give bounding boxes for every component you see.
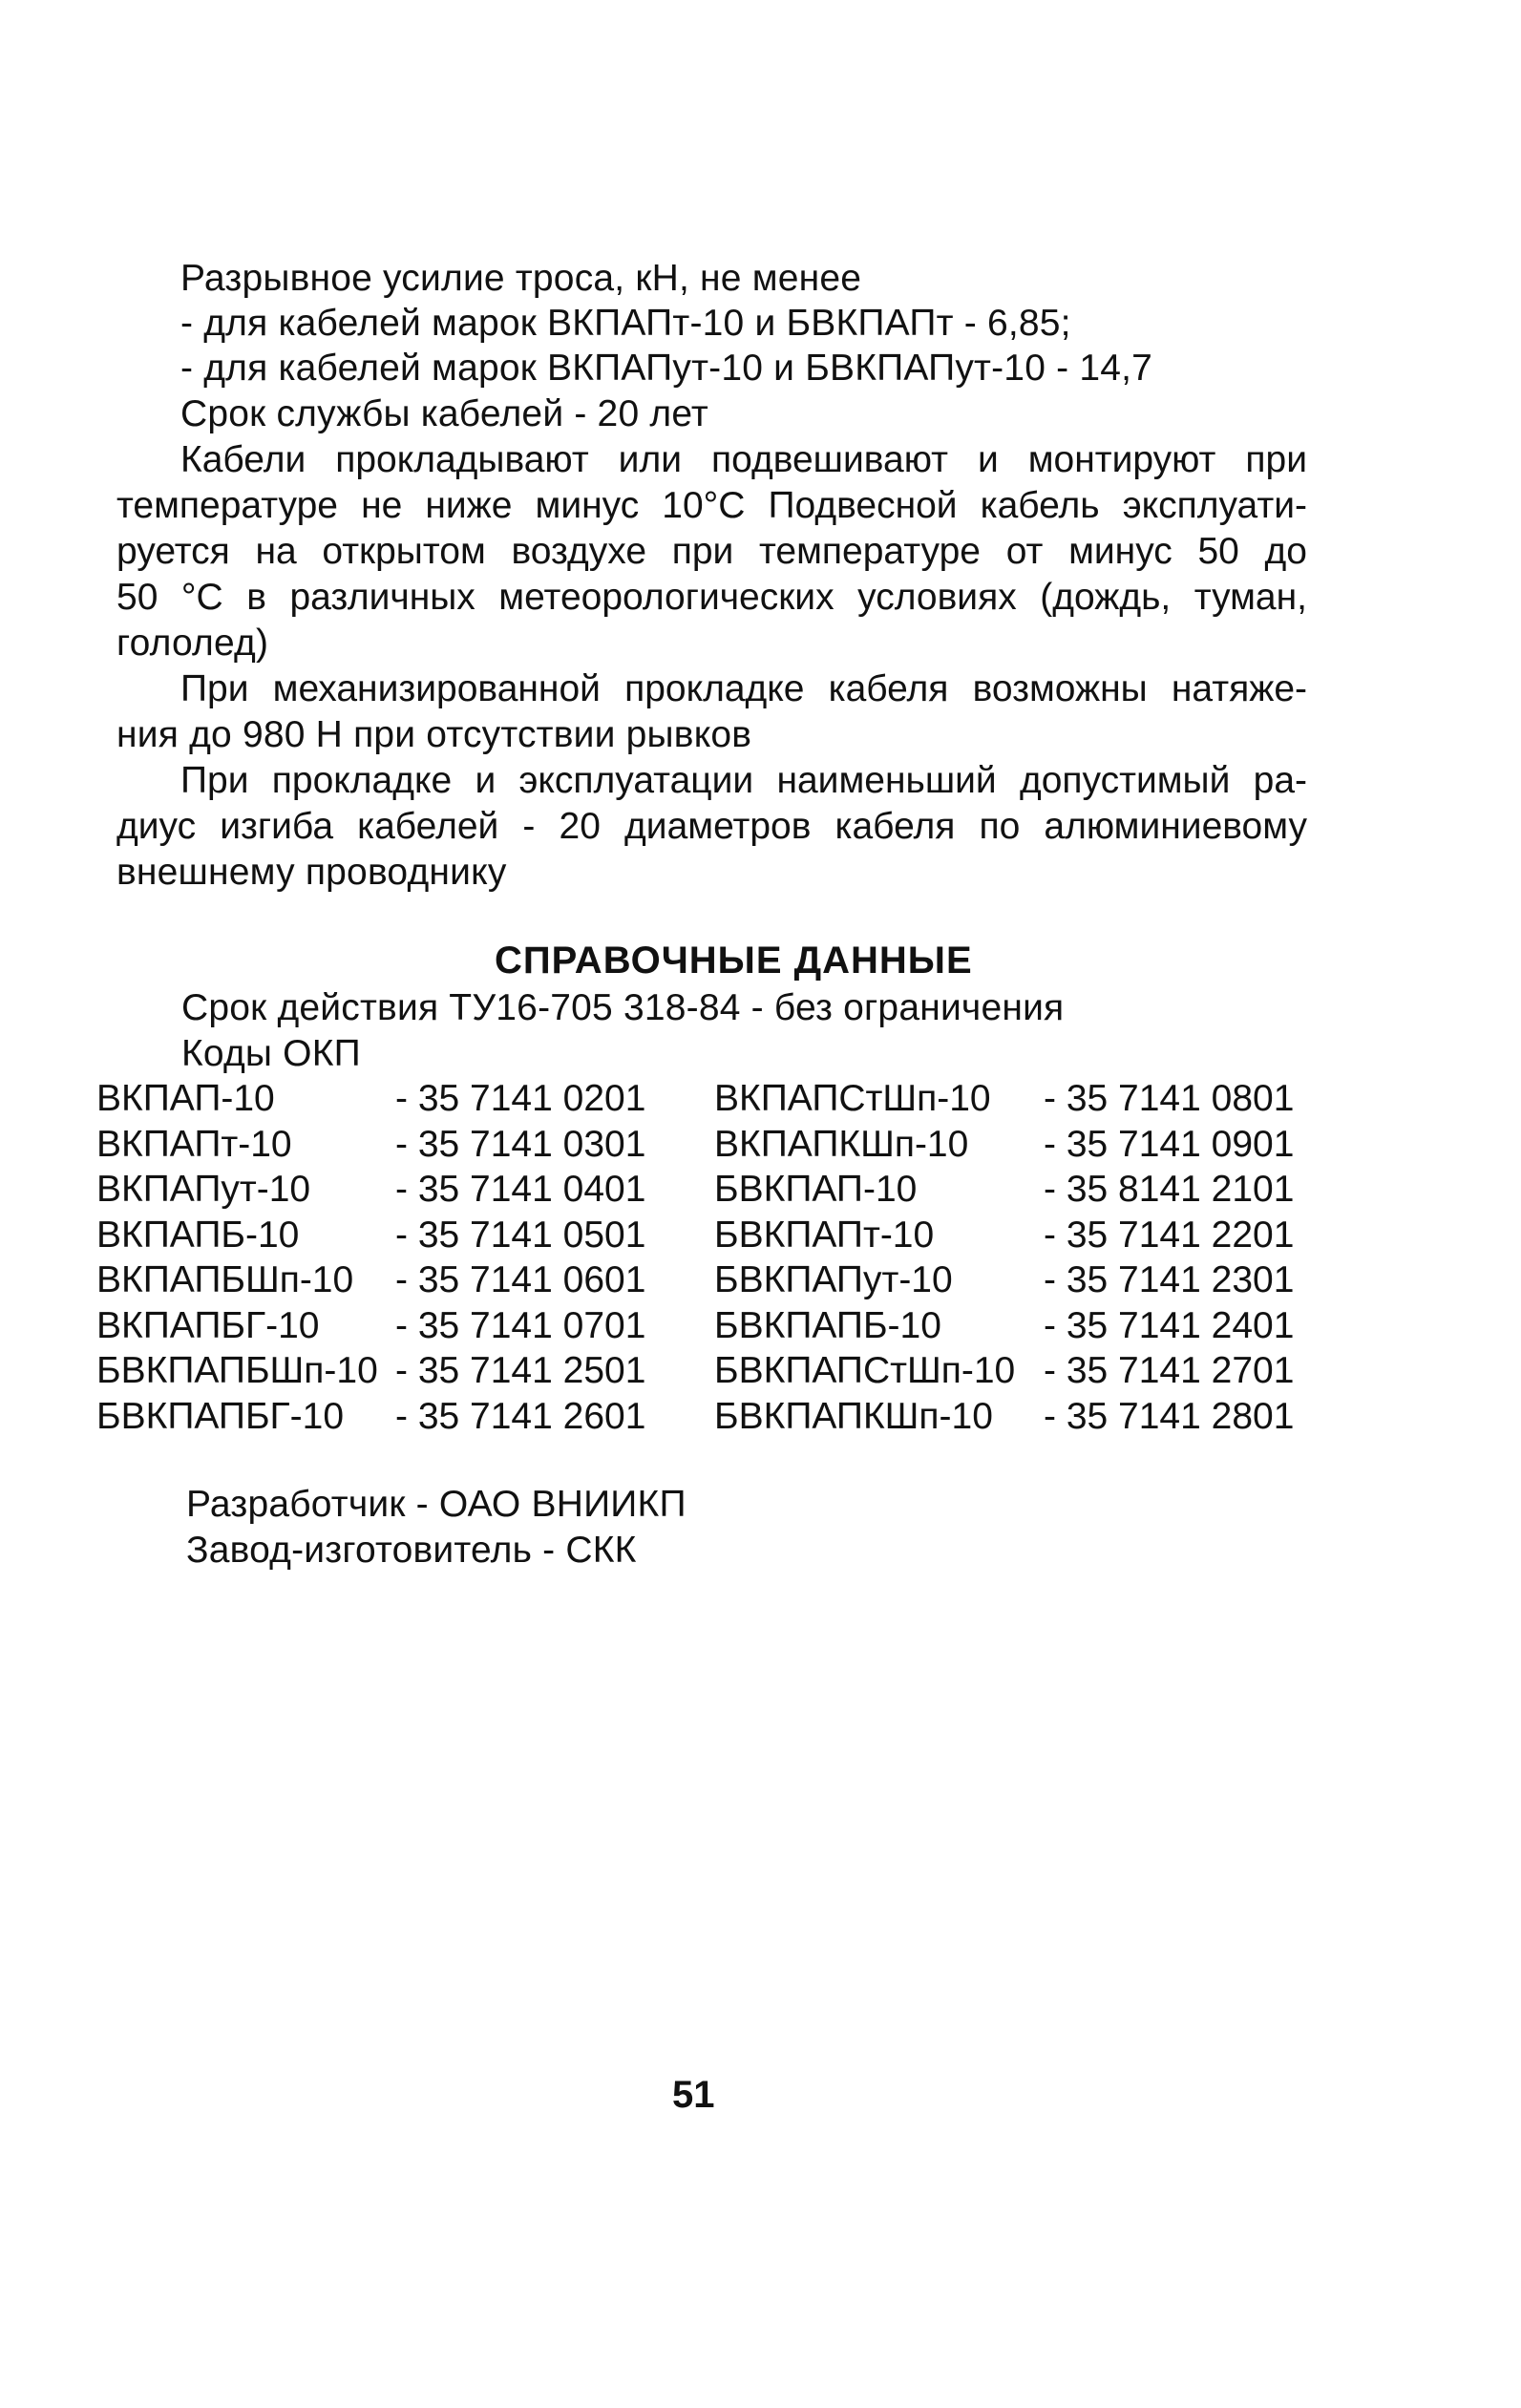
okp-code: - 35 7141 0701 [395, 1304, 646, 1346]
okp-name: ВКПАПБ-10 [96, 1214, 300, 1256]
okp-name: БВКПАПБГ-10 [96, 1395, 345, 1437]
okp-left-names [96, 1076, 378, 1439]
okp-name: ВКПАПКШп-10 [714, 1123, 969, 1165]
paragraph-bending-l1: При прокладке и эксплуатации наименьший допустимый ра- [180, 760, 1307, 801]
okp-name: БВКПАПБ-10 [714, 1304, 941, 1346]
okp-name: ВКПАПБГ-10 [96, 1304, 320, 1346]
okp-code: - 35 7141 2801 [1044, 1395, 1295, 1437]
paragraph-tension-l2: ния до 980 Н при отсутствии рывков [116, 714, 752, 755]
okp-name: ВКПАПут-10 [96, 1169, 311, 1210]
okp-code: - 35 7141 0801 [1044, 1078, 1295, 1119]
okp-name: БВКПАПБШп-10 [96, 1350, 378, 1391]
okp-code: - 35 7141 0401 [395, 1169, 646, 1210]
okp-code: - 35 7141 0301 [395, 1123, 646, 1165]
okp-code: - 35 7141 0201 [395, 1078, 646, 1119]
breaking-force-line-1: - для кабелей марок ВКПАПт-10 и БВКПАПт - 6,85; [180, 303, 1071, 344]
validity-period: Срок действия ТУ16-705 318-84 - без ограничения [181, 987, 1065, 1028]
okp-name: БВКПАП-10 [714, 1169, 918, 1210]
page-number: 51 [672, 2074, 715, 2116]
okp-name: ВКПАПСтШп-10 [714, 1078, 991, 1119]
okp-right-codes [1044, 1076, 1294, 1439]
paragraph-installation-l4: 50 °С в различных метеорологических условиях (дождь, туман, [116, 577, 1307, 618]
paragraph-installation-l2: температуре не ниже минус 10°С Подвесной кабель эксплуати- [116, 485, 1307, 526]
okp-code: - 35 8141 2101 [1044, 1169, 1295, 1210]
okp-right-names [714, 1076, 1015, 1439]
okp-name: ВКПАПБШп-10 [96, 1259, 354, 1300]
okp-code: - 35 7141 2501 [395, 1350, 646, 1391]
paragraph-installation-l1: Кабели прокладывают или подвешивают и монтируют при [180, 439, 1307, 480]
okp-name: БВКПАПКШп-10 [714, 1395, 993, 1437]
okp-code: - 35 7141 2201 [1044, 1214, 1295, 1256]
okp-code: - 35 7141 2401 [1044, 1304, 1295, 1346]
okp-name: ВКПАП-10 [96, 1078, 275, 1119]
manufacturer-line: Завод-изготовитель - СКК [186, 1530, 637, 1571]
paragraph-installation-l3: руется на открытом воздухе при температуре от минус 50 до [116, 531, 1307, 572]
okp-code: - 35 7141 0901 [1044, 1123, 1295, 1165]
okp-name: БВКПАПт-10 [714, 1214, 935, 1256]
paragraph-installation-l5: гололед) [116, 623, 269, 664]
reference-data-title: СПРАВОЧНЫЕ ДАННЫЕ [495, 940, 973, 982]
okp-name: ВКПАПт-10 [96, 1123, 292, 1165]
paragraph-tension-l1: При механизированной прокладке кабеля возможны натяже- [180, 668, 1307, 709]
okp-left-codes [395, 1076, 645, 1439]
paragraph-bending-l2: диус изгиба кабелей - 20 диаметров кабеля по алюминиевому [116, 806, 1307, 847]
okp-code: - 35 7141 2301 [1044, 1259, 1295, 1300]
okp-code: - 35 7141 0501 [395, 1214, 646, 1256]
okp-code: - 35 7141 2701 [1044, 1350, 1295, 1391]
okp-code: - 35 7141 2601 [395, 1395, 646, 1437]
breaking-force-line-2: - для кабелей марок ВКПАПут-10 и БВКПАПут-10 - 14,7 [180, 348, 1153, 389]
okp-codes-label: Коды ОКП [181, 1033, 361, 1074]
developer-line: Разработчик - ОАО ВНИИКП [186, 1484, 687, 1525]
service-life: Срок службы кабелей - 20 лет [180, 393, 708, 434]
okp-name: БВКПАПСтШп-10 [714, 1350, 1016, 1391]
paragraph-bending-l3: внешнему проводнику [116, 852, 507, 893]
okp-name: БВКПАПут-10 [714, 1259, 953, 1300]
okp-code: - 35 7141 0601 [395, 1259, 646, 1300]
breaking-force-heading: Разрывное усилие троса, кН, не менее [180, 258, 862, 299]
